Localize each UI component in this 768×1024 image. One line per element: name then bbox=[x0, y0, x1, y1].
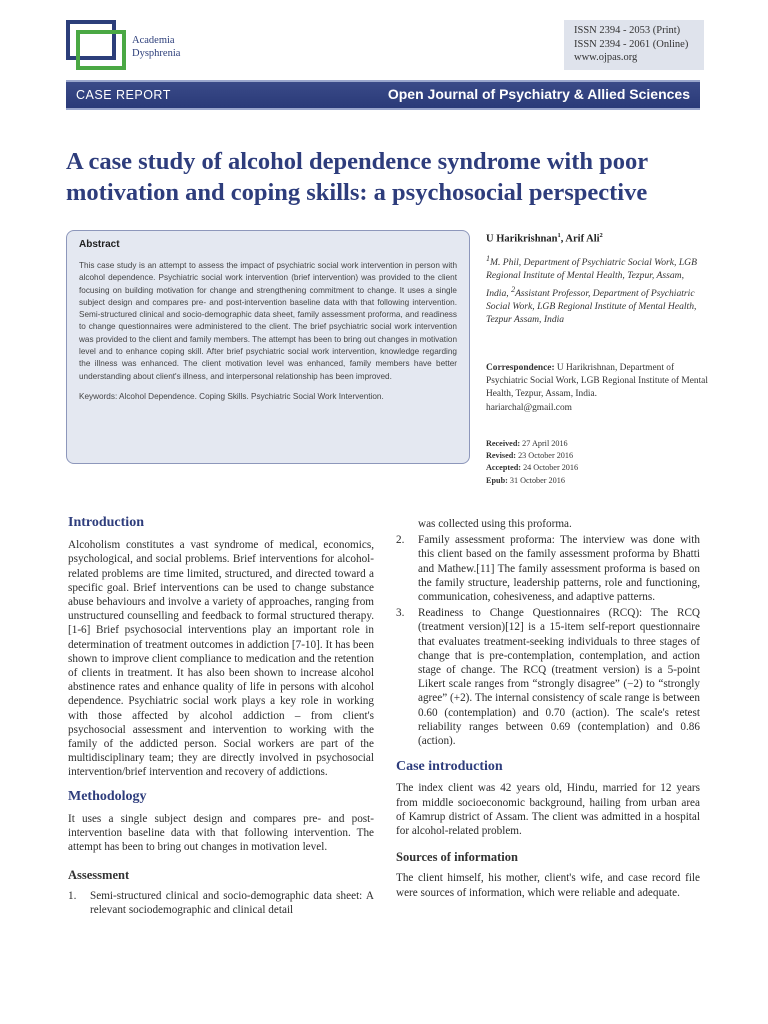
author-1: U Harikrishnan bbox=[486, 233, 558, 245]
date-epub bbox=[486, 475, 578, 487]
body-column-left bbox=[68, 516, 374, 917]
affiliation-2: Assistant Professor, Department of Psychiatric Social Work, LGB Regional Institute of Mental Health, Tezpur Assam, India bbox=[486, 287, 697, 326]
revised-date: 23 October 2016 bbox=[516, 451, 574, 461]
correspondence-text: U Harikrishnan, Department of Psychiatric Social Work, LGB Regional Institute of Mental Health, Tezpur, Assam, India. bbox=[486, 363, 708, 400]
list-item-continued bbox=[396, 517, 700, 531]
issn-box bbox=[564, 20, 704, 70]
article-title bbox=[66, 146, 716, 208]
date-received bbox=[486, 438, 578, 450]
logo-line1: Academia bbox=[132, 35, 175, 46]
author-2-affil-marker: 2 bbox=[599, 232, 603, 239]
article-dates bbox=[486, 438, 578, 487]
abstract-box bbox=[66, 230, 470, 464]
author-separator: , bbox=[560, 233, 566, 245]
author-2: Arif Ali bbox=[565, 233, 600, 245]
affiliation-1: M. Phil, Department of Psychiatric Social Work, LGB Regional Institute of Mental Health, Tezpur, Assam, India, bbox=[486, 257, 697, 299]
title-line2: motivation and coping skills: a psychosocial perspective bbox=[66, 179, 648, 206]
list-item bbox=[396, 606, 700, 748]
journal-website[interactable]: www.ojpas.org bbox=[574, 52, 638, 63]
list-item bbox=[68, 889, 374, 917]
correspondence-email[interactable]: hariarchal@gmail.com bbox=[486, 402, 572, 413]
received-date: 27 April 2016 bbox=[520, 439, 568, 448]
author-list bbox=[486, 232, 603, 245]
affiliation-1-marker: 1 bbox=[486, 254, 490, 263]
list-item-number: 3. bbox=[396, 607, 405, 620]
list-item bbox=[396, 533, 700, 604]
author-1-affil-marker: 1 bbox=[557, 232, 561, 239]
journal-banner bbox=[66, 80, 700, 110]
journal-name: Open Journal of Psychiatry & Allied Sciences bbox=[387, 86, 690, 102]
methodology-heading: Methodology bbox=[68, 788, 147, 804]
title-line1: A case study of alcohol dependence syndrome with poor bbox=[66, 148, 649, 175]
logo-square-green bbox=[76, 30, 126, 70]
list-item-number: 2. bbox=[396, 534, 405, 547]
list-item-text: Semi-structured clinical and socio-demographic data sheet: A relevant sociodemographic and clinical detail bbox=[90, 889, 374, 916]
accepted-date: 24 October 2016 bbox=[521, 463, 579, 473]
epub-date: 31 October 2016 bbox=[507, 475, 565, 485]
date-accepted bbox=[486, 462, 578, 474]
list-item-text: Family assessment proforma: The interview was done with this client based on the family assessment proforma by Bhatti and Mathew.[11] The family assessment proforma is based on the family structure, leadership patterns, role and functioning, communication, cohesiveness, and adaptive patterns. bbox=[418, 534, 700, 604]
issn-online: ISSN 2394 - 2061 (Online) bbox=[574, 38, 689, 50]
author-affiliations bbox=[486, 252, 708, 326]
revised-label: Revised: bbox=[486, 451, 517, 461]
logo-line2: Dysphrenia bbox=[132, 48, 181, 59]
accepted-label: Accepted: bbox=[486, 463, 522, 473]
list-item-text-continued: was collected using this proforma. bbox=[418, 518, 572, 530]
correspondence bbox=[486, 362, 708, 415]
epub-label: Epub: bbox=[486, 475, 508, 485]
affiliation-2-marker: 2 bbox=[511, 284, 516, 294]
list-item-number: 1. bbox=[68, 889, 77, 902]
abstract-body: This case study is an attempt to assess the impact of psychiatric social work intervention in person with alcohol dependence. Psychiatric social work intervention (brief intervention) was provided to the client focusing on building motivation for change and strengthening commitment to change. It uses a single subject design and compares pre- and post-intervention baseline data with that following intervention. Semi-structured clinical and socio-demographic data sheet, family assessment proforma, and readiness to change questionnaires were administered to the client. The brief psychiatric social work intervention was provided to the client and family members. The attempt has been to bring out changes in motivation level and to enhance coping skill. After brief psychiatric social work intervention, knowledge regarding the illness was enhanced. The client motivation level was enhanced, family members have better understanding about client's illness, and interpersonal relationship has been improved. bbox=[79, 261, 457, 381]
case-introduction-text: The index client was 42 years old, Hindu, married for 12 years from middle socioeconomic background, hailing from urban area of Kamrup district of Assam. The client was admitted in a hospital for alcohol-related problem. bbox=[396, 782, 700, 838]
logo-text bbox=[132, 34, 180, 60]
body-column-right bbox=[396, 517, 700, 900]
received-label: Received: bbox=[486, 439, 521, 448]
sources-heading: Sources of information bbox=[396, 850, 518, 865]
abstract-heading: Abstract bbox=[79, 239, 120, 250]
date-revised bbox=[486, 450, 578, 462]
introduction-text: Alcoholism constitutes a vast syndrome of medical, economics, psychological, and social problems. Brief interventions for alcohol-related problems are time limited, structured, and directed toward a specific goal. Brief interventions can be used to change substance abuse behaviours and involve a variety of approaches, ranging from unstructured counselling and feedback to formal structured therapy.[1-6] Brief psychosocial interventions play an important role in determination of treatment outcomes in addiction [7-10]. It has been shown to improve client compliance to medication and the retention of clients in treatment. It has also been shown to increase alcohol abstinence rates and enhance quality of life in persons with alcohol dependence. Psychiatric social work plays a key role in working with those affected by alcohol addiction – from client's psychosocial assessment and intervention to working with the family of the addicted person. Social workers are part of the multidisciplinary team; they are directly involved in psychosocial intervention/brief intervention and recovery of addictions. bbox=[68, 539, 374, 779]
publisher-logo bbox=[66, 20, 186, 70]
abstract-keywords: Keywords: Alcohol Dependence. Coping Skills. Psychiatric Social Work Intervention. bbox=[79, 391, 384, 401]
case-introduction-heading: Case introduction bbox=[396, 759, 503, 775]
list-item-text: Readiness to Change Questionnaires (RCQ): The RCQ (treatment version)[12] is a 15-item self-report questionnaire that evaluates treatment-seeking individuals to three stages of change that is pre-contemplation, contemplation, and action stage of change. The RCQ (treatment version) is a 5-point Likert scale ranges from “strongly disagree” (−2) to “strongly agree” (+2). The internal consistency of scale range is between 0.60 (contemplation) and 0.70 (action). The scale's retest reliability ranges between 0.69 (contemplation) and 0.86 (action). bbox=[418, 607, 700, 748]
sources-text: The client himself, his mother, client's wife, and case record file were sources of information, which were reliable and adequate. bbox=[396, 872, 700, 899]
assessment-heading: Assessment bbox=[68, 868, 130, 883]
issn-print: ISSN 2394 - 2053 (Print) bbox=[574, 25, 681, 36]
methodology-text: It uses a single subject design and compares pre- and post-intervention baseline data with that following intervention. The attempt has been to bring out changes in motivation level. bbox=[68, 812, 374, 854]
introduction-heading: Introduction bbox=[68, 515, 144, 530]
correspondence-label: Correspondence: bbox=[486, 363, 555, 373]
section-label: CASE REPORT bbox=[76, 88, 171, 102]
